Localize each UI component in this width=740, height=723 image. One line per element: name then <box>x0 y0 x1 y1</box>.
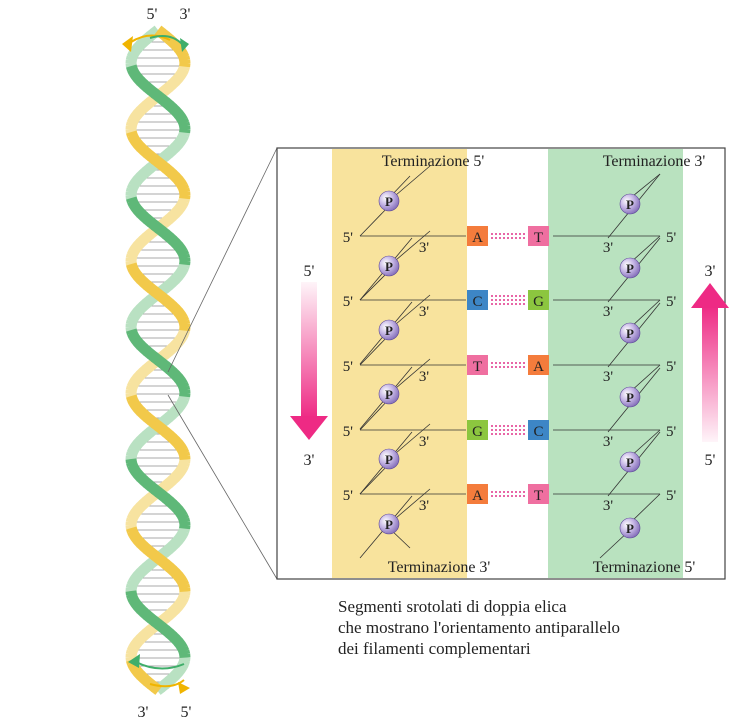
caption-line-3: dei filamenti complementari <box>338 639 531 658</box>
right-5prime-label: 5' <box>666 230 677 246</box>
left-5prime-label: 5' <box>342 294 353 310</box>
caption <box>338 596 620 659</box>
helix-top-5prime-label: 5' <box>146 6 158 23</box>
left-phosphate-label: P <box>385 452 393 467</box>
right-arrow-bottom-label: 5' <box>704 452 716 469</box>
helix-strand-yellow <box>154 687 159 691</box>
left-base-letter: G <box>472 424 483 440</box>
right-5prime-label: 5' <box>666 359 677 375</box>
right-strand-band <box>548 149 683 578</box>
left-bottom-terminus-label: Terminazione 3' <box>387 559 491 576</box>
left-base-letter: A <box>472 488 483 504</box>
left-3prime-label: 3' <box>418 434 430 450</box>
right-phosphate-label: P <box>626 455 634 470</box>
left-3prime-label: 3' <box>418 304 430 320</box>
left-phosphate-label: P <box>385 517 393 532</box>
right-base-letter: C <box>533 424 544 440</box>
left-phosphate-label: P <box>385 323 393 338</box>
left-phosphate-label: P <box>385 194 393 209</box>
right-3prime-label: 3' <box>602 240 614 256</box>
helix-bottom-3prime-label: 3' <box>137 704 149 721</box>
right-phosphate-label: P <box>626 390 634 405</box>
left-5prime-label: 5' <box>342 359 353 375</box>
right-base-letter: T <box>533 230 544 246</box>
unrolled-segment-panel <box>277 148 725 579</box>
left-phosphate-label: P <box>385 259 393 274</box>
right-phosphate-label: P <box>626 261 634 276</box>
left-base-letter: C <box>472 294 483 310</box>
left-phosphate-label: P <box>385 387 393 402</box>
zoom-line-bottom <box>168 395 277 579</box>
right-base-letter: A <box>533 359 544 375</box>
left-arrow-top-label: 5' <box>303 263 315 280</box>
right-arrow-top-label: 3' <box>704 263 716 280</box>
helix-strand-yellow <box>158 30 163 34</box>
right-5prime-label: 5' <box>666 488 677 504</box>
left-3prime-label: 3' <box>418 369 430 385</box>
helix-strand-yellow <box>158 426 163 430</box>
helix-strand-green <box>158 492 163 496</box>
right-base-letter: T <box>533 488 544 504</box>
left-3prime-label: 3' <box>418 498 430 514</box>
right-3prime-label: 3' <box>602 498 614 514</box>
caption-line-1: Segmenti srotolati di doppia elica <box>338 597 567 616</box>
helix-strand-green <box>158 624 163 628</box>
helix-strand-green <box>158 228 163 232</box>
right-3prime-label: 3' <box>602 369 614 385</box>
right-base-letter: G <box>533 294 544 310</box>
right-phosphate-label: P <box>626 521 634 536</box>
right-3prime-label: 3' <box>602 434 614 450</box>
helix-top-3prime-label: 3' <box>179 6 191 23</box>
left-arrow-shaft <box>301 282 317 418</box>
right-3prime-label: 3' <box>602 304 614 320</box>
helix-strand-green <box>158 360 163 364</box>
left-5prime-label: 5' <box>342 424 353 440</box>
double-helix <box>122 30 190 694</box>
left-5prime-label: 5' <box>342 488 353 504</box>
helix-strand-green <box>158 96 163 100</box>
helix-bottom-5prime-label: 5' <box>180 704 192 721</box>
helix-strand-yellow <box>158 294 163 298</box>
right-phosphate-label: P <box>626 326 634 341</box>
left-base-letter: A <box>472 230 483 246</box>
left-arrow-bottom-label: 3' <box>303 452 315 469</box>
right-5prime-label: 5' <box>666 424 677 440</box>
right-arrow-shaft <box>702 306 718 442</box>
left-3prime-label: 3' <box>418 240 430 256</box>
helix-strand-yellow <box>158 558 163 562</box>
left-5prime-label: 5' <box>342 230 353 246</box>
caption-line-2: che mostrano l'orientamento antiparallelo <box>338 618 621 637</box>
right-top-terminus-label: Terminazione 3' <box>602 153 706 170</box>
right-5prime-label: 5' <box>666 294 677 310</box>
right-phosphate-label: P <box>626 197 634 212</box>
right-bottom-terminus-label: Terminazione 5' <box>592 559 696 576</box>
left-top-terminus-label: Terminazione 5' <box>381 153 485 170</box>
left-base-letter: T <box>472 359 483 375</box>
bottom-arrowhead-yellow <box>178 682 190 694</box>
helix-strand-yellow <box>158 162 163 166</box>
